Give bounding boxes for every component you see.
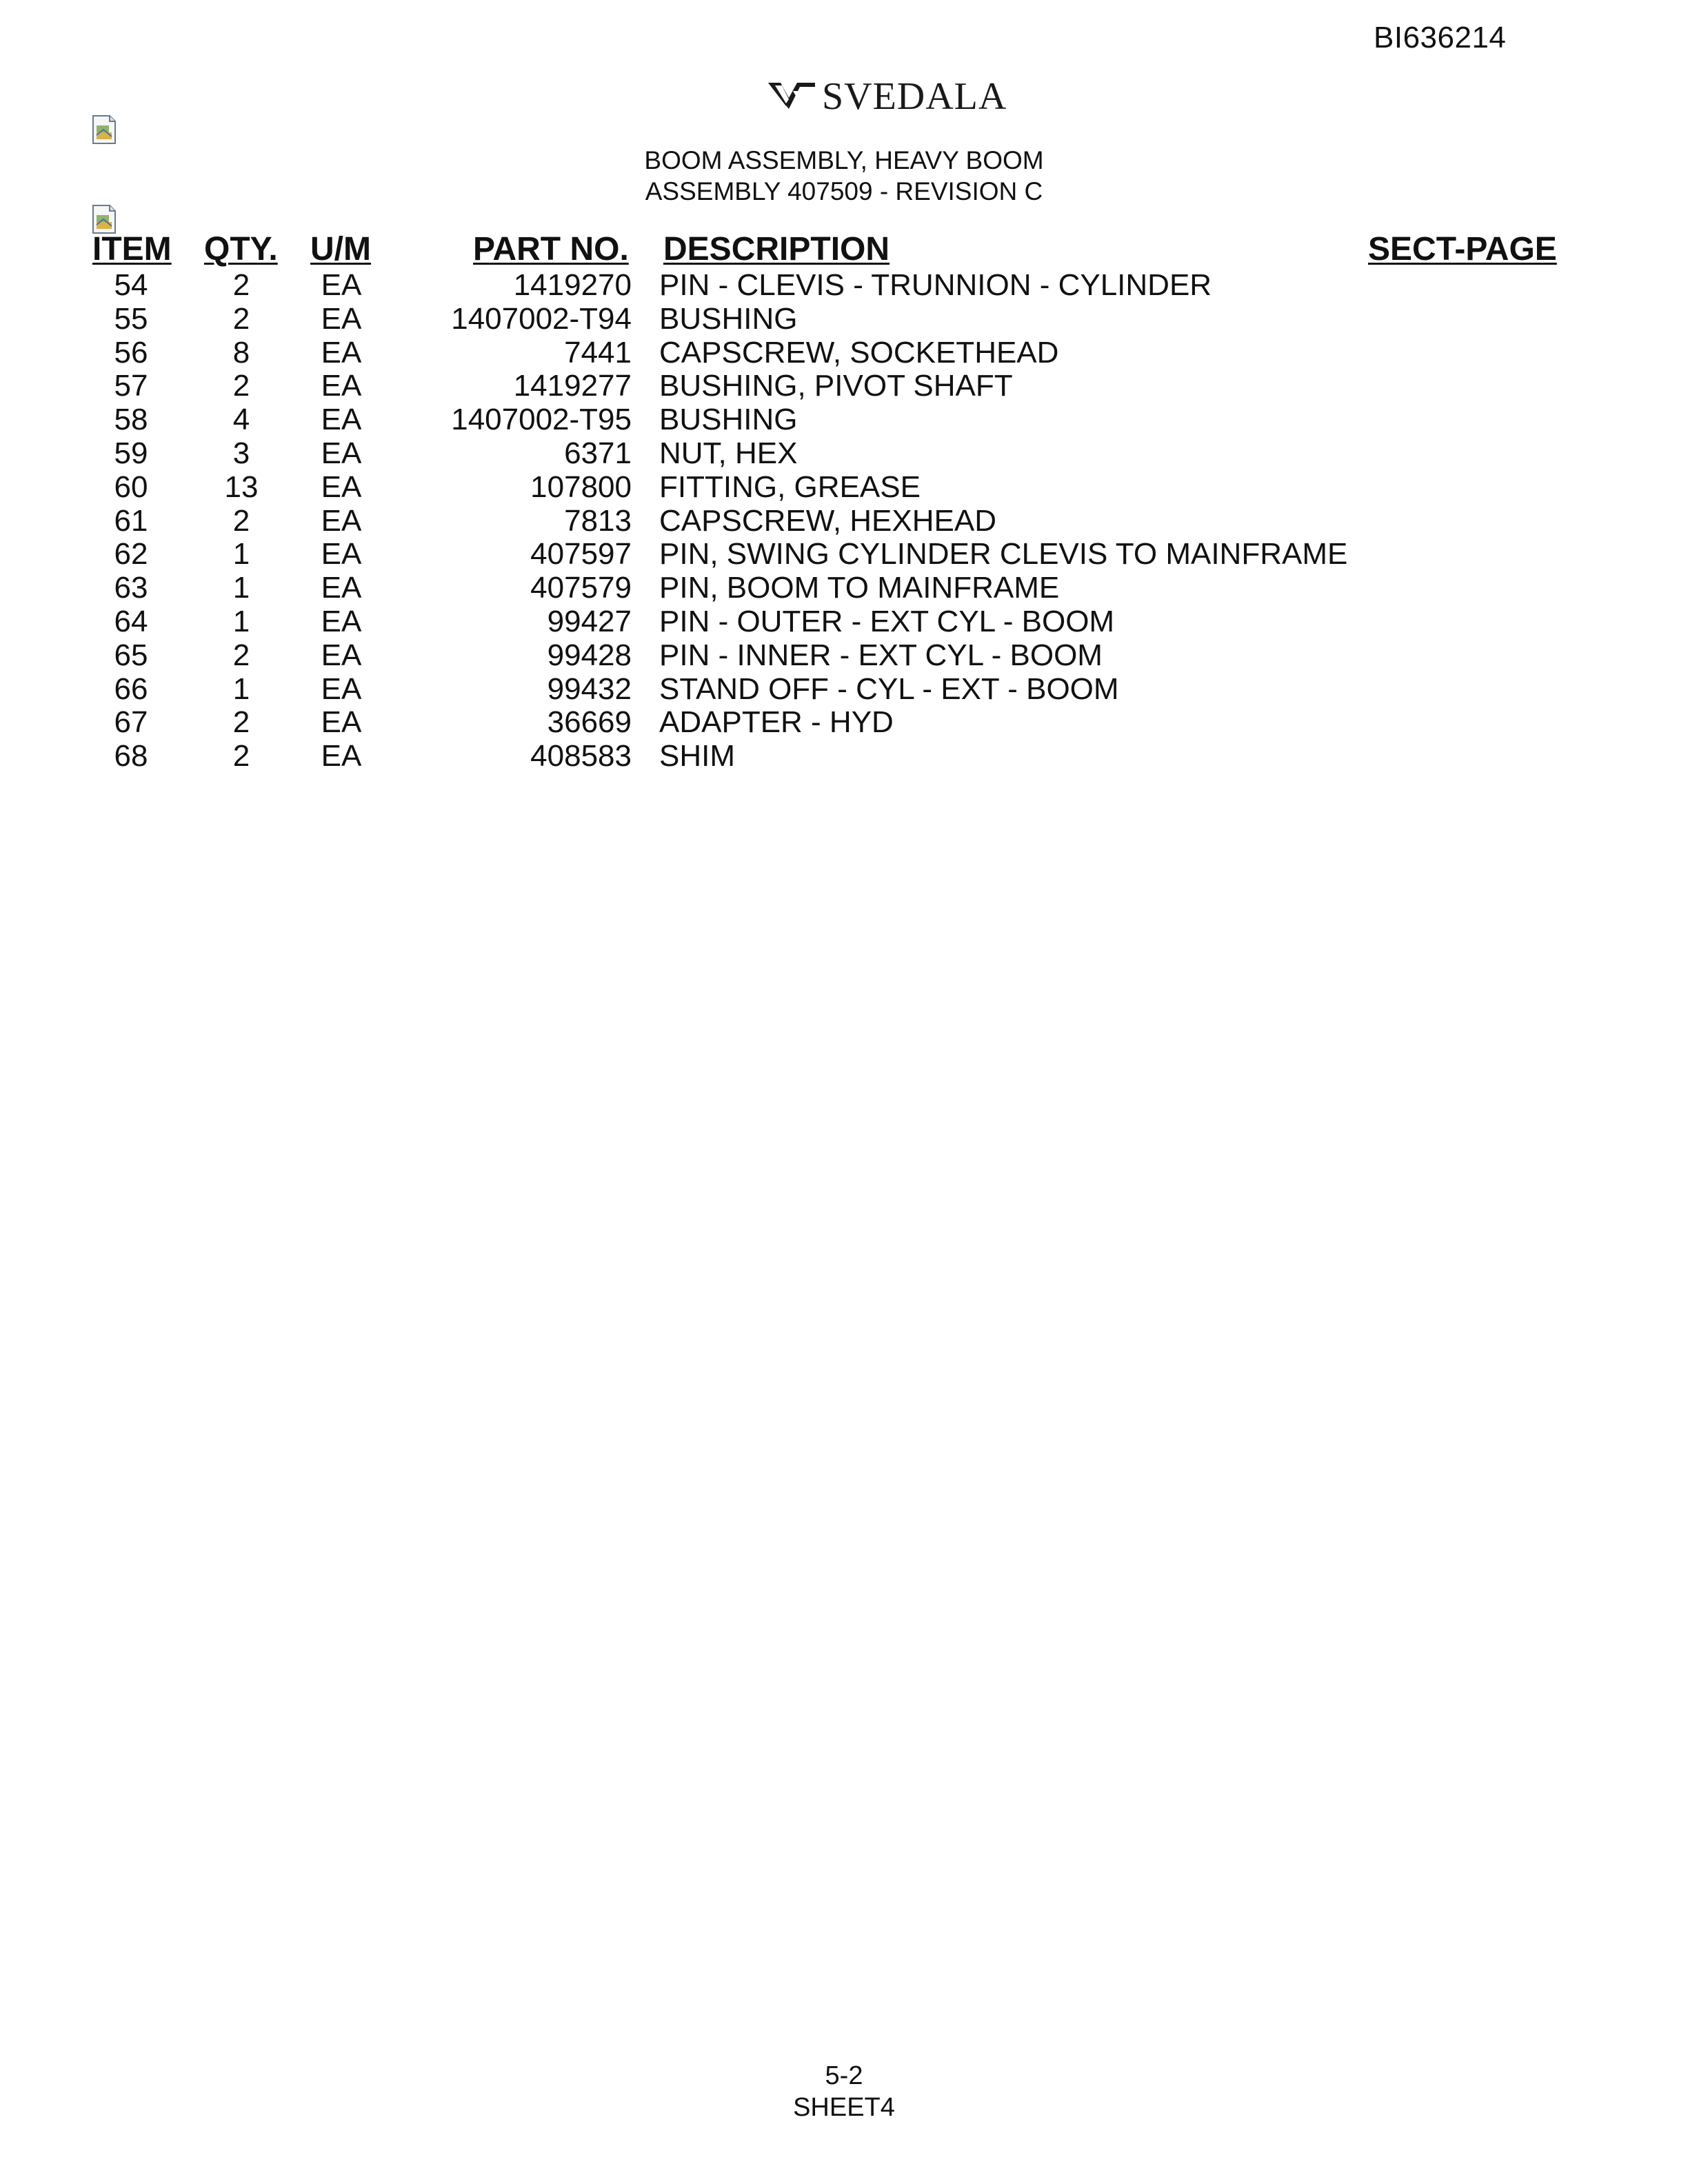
quantity: 2 [232, 739, 250, 774]
quantity: 1 [232, 537, 250, 572]
item-number: 61 [114, 503, 148, 538]
description: PIN - OUTER - EXT CYL - BOOM [659, 604, 1115, 638]
table-row [0, 706, 1688, 740]
part-number: 408583 [530, 739, 632, 774]
page-footer [0, 2060, 1688, 2123]
part-number: 407597 [530, 537, 632, 572]
description: NUT, HEX [659, 436, 798, 470]
item-number: 62 [114, 537, 148, 572]
item-number: 64 [114, 604, 148, 638]
unit-of-measure: EA [321, 335, 362, 370]
quantity: 2 [232, 638, 250, 672]
part-number: 99432 [547, 671, 632, 706]
description: BUSHING, PIVOT SHAFT [659, 369, 1013, 403]
unit-of-measure: EA [321, 503, 362, 538]
quantity: 13 [224, 469, 259, 504]
quantity: 2 [232, 705, 250, 740]
table-row [0, 471, 1688, 505]
document-id: BI636214 [1374, 21, 1507, 54]
svedala-logo-mark-icon [765, 77, 818, 116]
unit-of-measure: EA [321, 436, 362, 470]
description: BUSHING [659, 403, 798, 437]
table-row [0, 303, 1688, 336]
table-row [0, 639, 1688, 673]
table-row [0, 538, 1688, 572]
unit-of-measure: EA [321, 268, 362, 302]
table-row [0, 605, 1688, 639]
item-number: 66 [114, 671, 148, 706]
unit-of-measure: EA [321, 537, 362, 572]
quantity: 1 [232, 671, 250, 706]
table-row [0, 437, 1688, 471]
description: SHIM [659, 739, 735, 774]
part-number: 1407002-T95 [451, 403, 632, 437]
table-row [0, 336, 1688, 370]
part-number: 107800 [530, 469, 632, 504]
unit-of-measure: EA [321, 739, 362, 774]
quantity: 2 [232, 268, 250, 302]
part-number: 407579 [530, 571, 632, 605]
unit-of-measure: EA [321, 403, 362, 437]
quantity: 4 [232, 403, 250, 437]
part-number: 7441 [564, 335, 632, 370]
description: CAPSCREW, HEXHEAD [659, 503, 996, 538]
description: PIN, SWING CYLINDER CLEVIS TO MAINFRAME [659, 537, 1348, 572]
quantity: 1 [232, 604, 250, 638]
unit-of-measure: EA [321, 604, 362, 638]
unit-of-measure: EA [321, 671, 362, 706]
quantity: 2 [232, 301, 250, 336]
item-number: 58 [114, 403, 148, 437]
description: STAND OFF - CYL - EXT - BOOM [659, 671, 1119, 706]
description: PIN, BOOM TO MAINFRAME [659, 571, 1060, 605]
table-row [0, 370, 1688, 403]
table-row [0, 269, 1688, 303]
unit-of-measure: EA [321, 469, 362, 504]
unit-of-measure: EA [321, 705, 362, 740]
part-number: 99428 [547, 638, 632, 672]
part-number: 36669 [547, 705, 632, 740]
header-description: DESCRIPTION [663, 231, 890, 267]
title-line-1: BOOM ASSEMBLY, HEAVY BOOM [644, 146, 1044, 174]
logo-text: SVEDALA [822, 75, 1007, 118]
part-number: 7813 [564, 503, 632, 538]
part-number: 1419277 [513, 369, 632, 403]
quantity: 2 [232, 369, 250, 403]
table-row [0, 403, 1688, 437]
header-sect-page: SECT-PAGE [1368, 231, 1557, 267]
description: BUSHING [659, 301, 798, 336]
item-number: 60 [114, 469, 148, 504]
table-row [0, 505, 1688, 538]
sheet-number: SHEET4 [793, 2093, 895, 2122]
quantity: 1 [232, 571, 250, 605]
quantity: 8 [232, 335, 250, 370]
unit-of-measure: EA [321, 301, 362, 336]
description: PIN - CLEVIS - TRUNNION - CYLINDER [659, 268, 1212, 302]
item-number: 57 [114, 369, 148, 403]
table-row [0, 740, 1688, 774]
item-number: 68 [114, 739, 148, 774]
header-item: ITEM [92, 231, 172, 267]
title-line-2: ASSEMBLY 407509 - REVISION C [645, 177, 1043, 205]
header-qty: QTY. [204, 231, 278, 267]
document-title [0, 145, 1688, 207]
item-number: 63 [114, 571, 148, 605]
part-number: 1407002-T94 [451, 301, 632, 336]
svedala-logo [765, 76, 1007, 117]
part-number: 6371 [564, 436, 632, 470]
unit-of-measure: EA [321, 638, 362, 672]
description: PIN - INNER - EXT CYL - BOOM [659, 638, 1103, 672]
unit-of-measure: EA [321, 571, 362, 605]
parts-table-body [0, 269, 1688, 774]
table-row [0, 572, 1688, 605]
item-number: 54 [114, 268, 148, 302]
description: FITTING, GREASE [659, 469, 921, 504]
quantity: 3 [232, 436, 250, 470]
item-number: 67 [114, 705, 148, 740]
header-part-no: PART NO. [473, 231, 629, 267]
header-um: U/M [310, 231, 371, 267]
quantity: 2 [232, 503, 250, 538]
item-number: 59 [114, 436, 148, 470]
unit-of-measure: EA [321, 369, 362, 403]
part-number: 99427 [547, 604, 632, 638]
broken-image-icon [91, 114, 117, 145]
description: CAPSCREW, SOCKETHEAD [659, 335, 1059, 370]
item-number: 56 [114, 335, 148, 370]
item-number: 65 [114, 638, 148, 672]
part-number: 1419270 [513, 268, 632, 302]
page-number: 5-2 [825, 2061, 863, 2090]
table-row [0, 673, 1688, 707]
description: ADAPTER - HYD [659, 705, 894, 740]
item-number: 55 [114, 301, 148, 336]
